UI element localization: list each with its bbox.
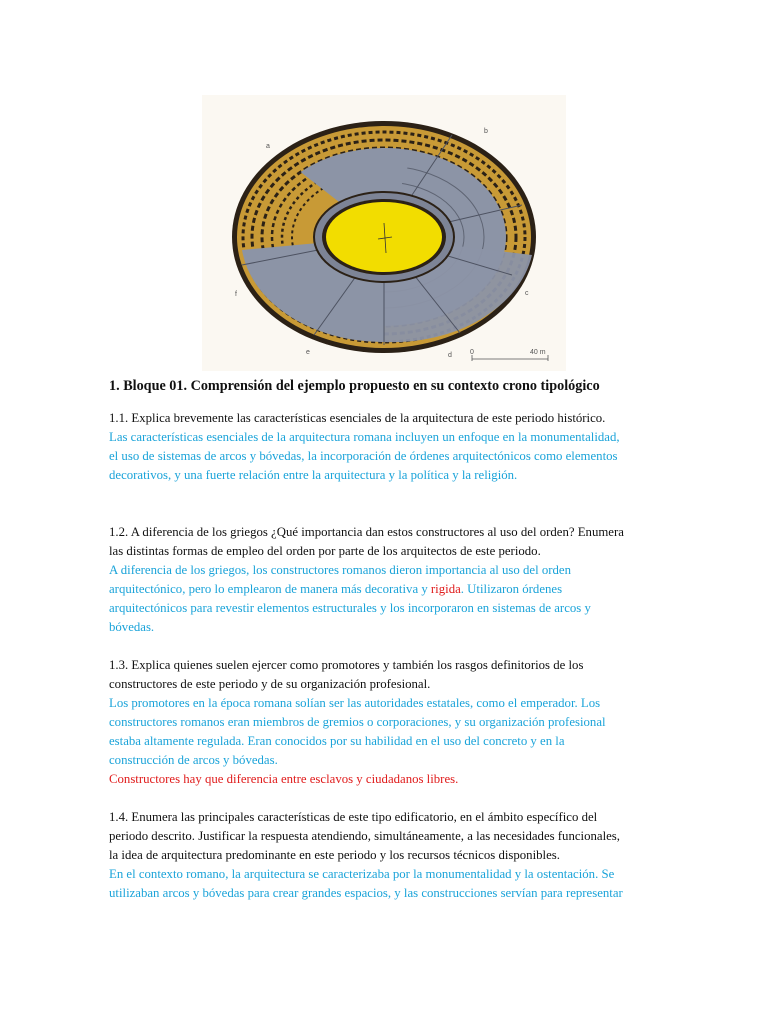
answer-1-1-line-3: decorativos, y una fuerte relación entre la arquitectura y la política y la religión. (109, 468, 518, 482)
answer-1-3-line-1: Los promotores en la época romana solían ser las autoridades estatales, como el emperador. Los (109, 696, 601, 710)
section-1-3 (109, 656, 661, 789)
answer-1-2-line-2 (109, 580, 661, 599)
answer-1-2-line-1: A diferencia de los griegos, los constructores romanos dieron importancia al uso del orden (109, 563, 571, 577)
question-1-2-line-2: las distintas formas de empleo del orden por parte de los arquitectos de este periodo. (109, 544, 541, 558)
answer-1-1-line-2: el uso de sistemas de arcos y bóvedas, la incorporación de órdenes arquitectónicos como elementos (109, 449, 618, 463)
colosseum-plan-drawing (202, 95, 566, 371)
label-b: b (484, 128, 488, 135)
note-1-3: Constructores hay que diferencia entre esclavos y ciudadanos libres. (109, 772, 459, 786)
answer-1-3-line-4: construcción de arcos y bóvedas. (109, 753, 278, 767)
scale-zero: 0 (470, 349, 474, 356)
label-a: a (266, 143, 270, 150)
question-1-2-line-1: 1.2. A diferencia de los griegos ¿Qué importancia dan estos constructores al uso del orden? Enumera (109, 525, 624, 539)
answer-1-2-before: arquitectónico, pero lo emplearon de manera más decorativa y (109, 582, 431, 596)
document-body (109, 376, 661, 903)
section-1-2 (109, 523, 661, 637)
section-heading: 1. Bloque 01. Comprensión del ejemplo propuesto en su contexto crono tipológico (109, 378, 600, 394)
answer-1-1-line-1: Las características esenciales de la arquitectura romana incluyen un enfoque en la monumentalidad, (109, 430, 620, 444)
question-1-4-line-1: 1.4. Enumera las principales características de este tipo edificatorio, en el ámbito específico del (109, 810, 598, 824)
answer-1-2-highlight: rigida (430, 582, 461, 596)
question-1-3-line-1: 1.3. Explica quienes suelen ejercer como promotores y también los rasgos definitorios de los (109, 658, 584, 672)
section-1-1 (109, 409, 661, 485)
question-1-1: 1.1. Explica brevemente las características esenciales de la arquitectura de este periodo histórico. (109, 411, 606, 425)
label-d: d (448, 352, 452, 359)
answer-1-3-line-3: estaba altamente regulada. Eran conocidos por su habilidad en el uso del concreto y en la (109, 734, 565, 748)
answer-1-2-line-4: bóvedas. (109, 620, 155, 634)
question-1-4-line-2: periodo descrito. Justificar la respuesta atendiendo, simultáneamente, a las necesidades funcionales, (109, 829, 620, 843)
answer-1-4-line-2: utilizaban arcos y bóvedas para crear grandes espacios, y las construcciones servían para representar (109, 886, 623, 900)
scale-end: 40 m (530, 349, 546, 356)
question-1-4-line-3: la idea de arquitectura predominante en este periodo y los recursos técnicos disponibles. (109, 848, 560, 862)
label-c: c (525, 290, 529, 297)
question-1-3-line-2: constructores de este periodo y de su organización profesional. (109, 677, 431, 691)
answer-1-4-line-1: En el contexto romano, la arquitectura se caracterizaba por la monumentalidad y la ostentación. Se (109, 867, 615, 881)
answer-1-3-line-2: constructores romanos eran miembros de gremios o corporaciones, y su organización profesional (109, 715, 606, 729)
label-e: e (306, 349, 310, 356)
section-1-4 (109, 808, 661, 903)
answer-1-2-line-3: arquitectónicos para revestir elementos estructurales y los incorporaron en sistemas de arcos y (109, 601, 591, 615)
arena (326, 202, 442, 272)
colosseum-plan-figure (202, 95, 566, 371)
label-f: f (235, 291, 237, 298)
answer-1-2-after: . Utilizaron órdenes (460, 582, 563, 596)
